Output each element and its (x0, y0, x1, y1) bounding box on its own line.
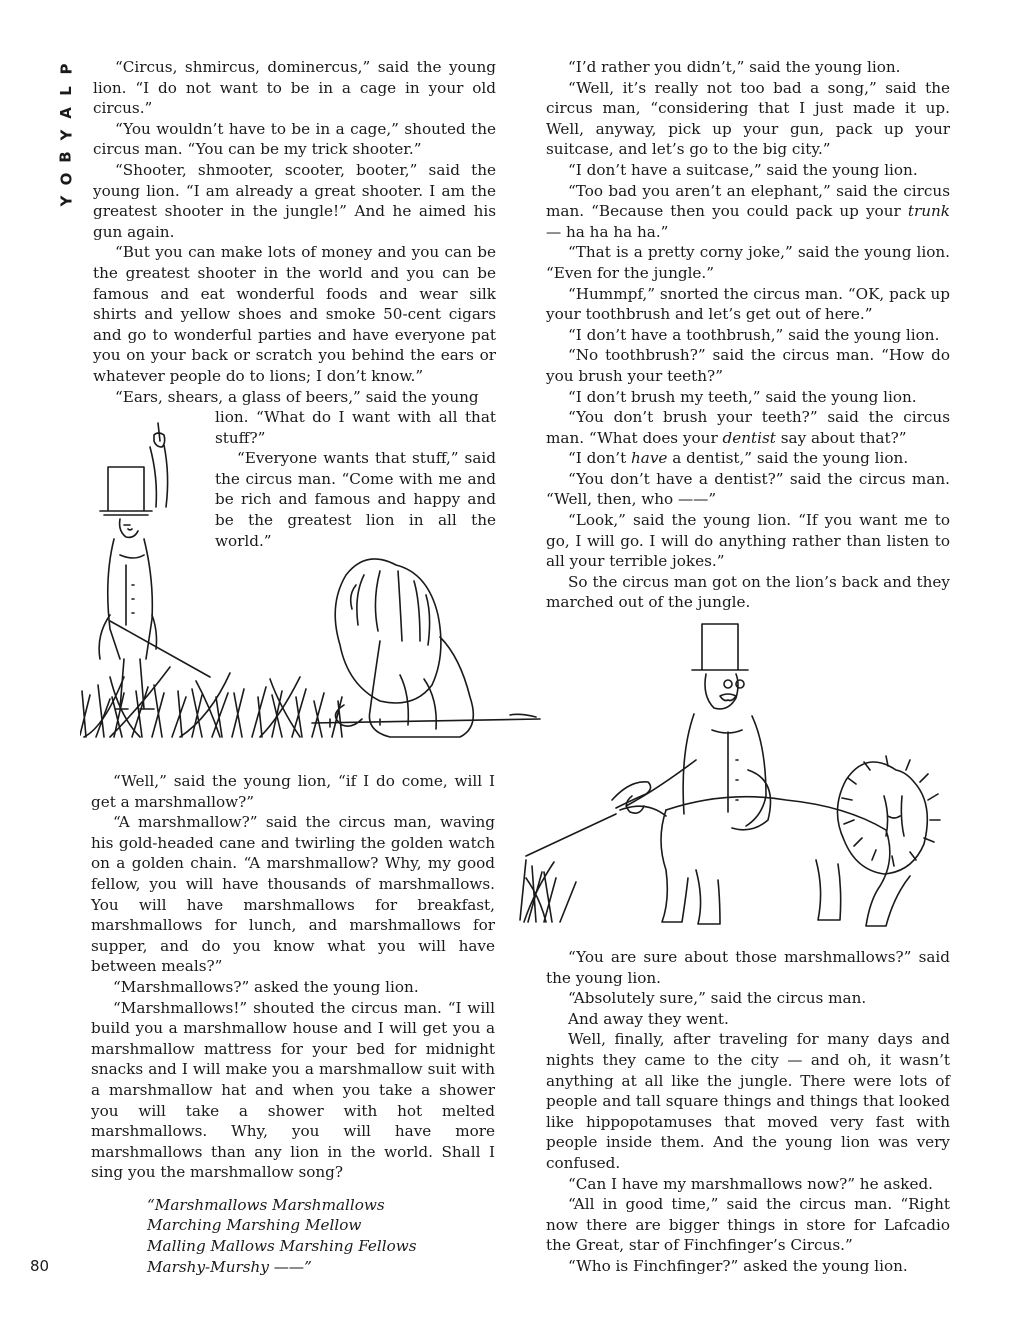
illustration-circus-man-riding-lion (516, 620, 986, 940)
emphasis: dentist (722, 428, 776, 447)
paragraph: “I’d rather you didn’t,” said the young lion. (568, 58, 901, 76)
emphasis: trunk (907, 202, 950, 221)
masthead-letter: B (57, 151, 75, 163)
masthead-letter: A (56, 107, 75, 119)
magazine-masthead (56, 58, 76, 212)
song-line: Marching Marshing Mellow (147, 1216, 362, 1235)
text-run: “Too bad you aren’t an elephant,” said the circus man. “Because then you could pack up your (546, 181, 950, 221)
song-line: “Marshmallows Marshmallows (147, 1195, 385, 1214)
paragraph: lion. “What do I want with all that stuff?” (215, 408, 496, 447)
paragraph: “No toothbrush?” said the circus man. “How do you brush your teeth?” (546, 346, 950, 385)
paragraph: “Look,” said the young lion. “If you want me to go, I will go. I will do anything rather than listen to all your terrible jokes.” (546, 511, 950, 571)
illustration-circus-man-and-lion-in-jungle (80, 415, 550, 745)
text-column-top-right (546, 57, 950, 613)
paragraph: “You don’t have a dentist?” said the circus man. “Well, then, who ——” (546, 469, 950, 509)
paragraph: “You are sure about those marshmallows?” said the young lion. (546, 948, 950, 987)
text-run: a dentist,” said the young lion. (672, 449, 909, 468)
paragraph: “Everyone wants that stuff,” said the circus man. “Come with me and be rich and famous and happy and be the greatest lion in all the world.” (215, 449, 496, 550)
paragraph: “A marshmallow?” said the circus man, waving his gold-headed cane and twirling the golden watch on a golden chain. “A marshmallow? Why, my good fellow, you will have thousands of marshmallows. You will have marshmallows for breakfast, marshmallows for lunch, and marshmallows for supper, and do you know what you will have between meals?” (91, 813, 495, 976)
paragraph: “Circus, shmircus, dominercus,” said the young lion. “I do not want to be in a cage in your old circus.” (93, 58, 496, 118)
paragraph: “I don’t have a suitcase,” said the young lion. (568, 160, 918, 179)
paragraph: “Marshmallows!” shouted the circus man. “I will build you a marshmallow house and I will get you a marshmallow mattress for your bed for midnight snacks and I will make you a marshmallow suit with a marshmallow hat and when you take a shower you will take a shower with hot melted marshmallows. Why, you will have more marshmallows than any lion in the world. Shall I sing you the marshmallow song? (91, 998, 495, 1182)
paragraph: “Ears, shears, a glass of beers,” said the young (115, 387, 479, 406)
song-line: Malling Mallows Marshing Fellows (147, 1237, 417, 1256)
paragraph (546, 407, 950, 448)
paragraph: “But you can make lots of money and you can be the greatest shooter in the world and you can be famous and eat wonderful foods and wear silk shirts and yellow shoes and smoke 50-cent cigars and go to wonderful parties and have everyone pat you on your back or scratch you behind the ears or whatever people do to lions; I don’t know.” (93, 243, 496, 385)
paragraph: “All in good time,” said the circus man. “Right now there are bigger things in store for Lafcadio the Great, star of Finchfinger’s Circus.” (546, 1195, 950, 1255)
marshmallow-song-verse (147, 1195, 495, 1277)
text-run: say about that?” (780, 428, 907, 447)
paragraph: “Marshmallows?” asked the young lion. (113, 977, 419, 996)
paragraph: “Shooter, shmooter, scooter, booter,” said the young lion. “I am already a great shooter. I am the greatest shooter in the jungle!” And he aimed his gun again. (93, 160, 496, 241)
paragraph: “Well, it’s really not too bad a song,” said the circus man, “considering that I just made it up. Well, anyway, pick up your gun, pack up your suitcase, and let’s go to the big city.” (546, 78, 950, 159)
masthead-letter: Y (57, 129, 75, 141)
song-line: Marshy-Murshy ——” (147, 1257, 312, 1276)
paragraph (546, 448, 950, 469)
paragraph: So the circus man got on the lion’s back and they marched out of the jungle. (546, 572, 950, 612)
paragraph (546, 181, 950, 243)
masthead-letter: Y (57, 195, 75, 207)
text-column-bottom-left (91, 771, 495, 1277)
text-column-bottom-right (546, 947, 950, 1277)
emphasis: have (631, 449, 668, 468)
paragraph: “Can I have my marshmallows now?” he asked. (568, 1174, 933, 1193)
paragraph: “Well,” said the young lion, “if I do come, will I get a marshmallow?” (91, 772, 495, 811)
paragraph: And away they went. (568, 1009, 729, 1028)
paragraph: “Who is Finchfinger?” asked the young lion. (568, 1256, 908, 1275)
paragraph: “Hummpf,” snorted the circus man. “OK, pack up your toothbrush and let’s get out of here.” (546, 284, 950, 324)
text-run: — ha ha ha ha.” (546, 222, 669, 241)
text-run: “I don’t (568, 449, 627, 468)
paragraph: “That is a pretty corny joke,” said the young lion. “Even for the jungle.” (546, 243, 950, 282)
masthead-letter: O (56, 172, 75, 186)
page-number: 80 (30, 1257, 50, 1275)
paragraph: “You wouldn’t have to be in a cage,” shouted the circus man. “You can be my trick shooter.” (93, 119, 496, 159)
masthead-letter: L (57, 86, 75, 96)
paragraph: Well, finally, after traveling for many days and nights they came to the city — and oh, it wasn’t anything at all like the jungle. There were lots of people and tall square things and things that looked like hippopotamuses that moved very fast with people inside them. And the young lion was very confused. (546, 1030, 950, 1172)
masthead-letter: P (57, 63, 75, 75)
paragraph: “I don’t brush my teeth,” said the young lion. (568, 387, 917, 406)
paragraph: “I don’t have a toothbrush,” said the young lion. (568, 325, 940, 344)
paragraph: “Absolutely sure,” said the circus man. (568, 989, 867, 1008)
text-run: “You don’t brush your teeth?” said the circus man. “What does your (546, 408, 950, 447)
